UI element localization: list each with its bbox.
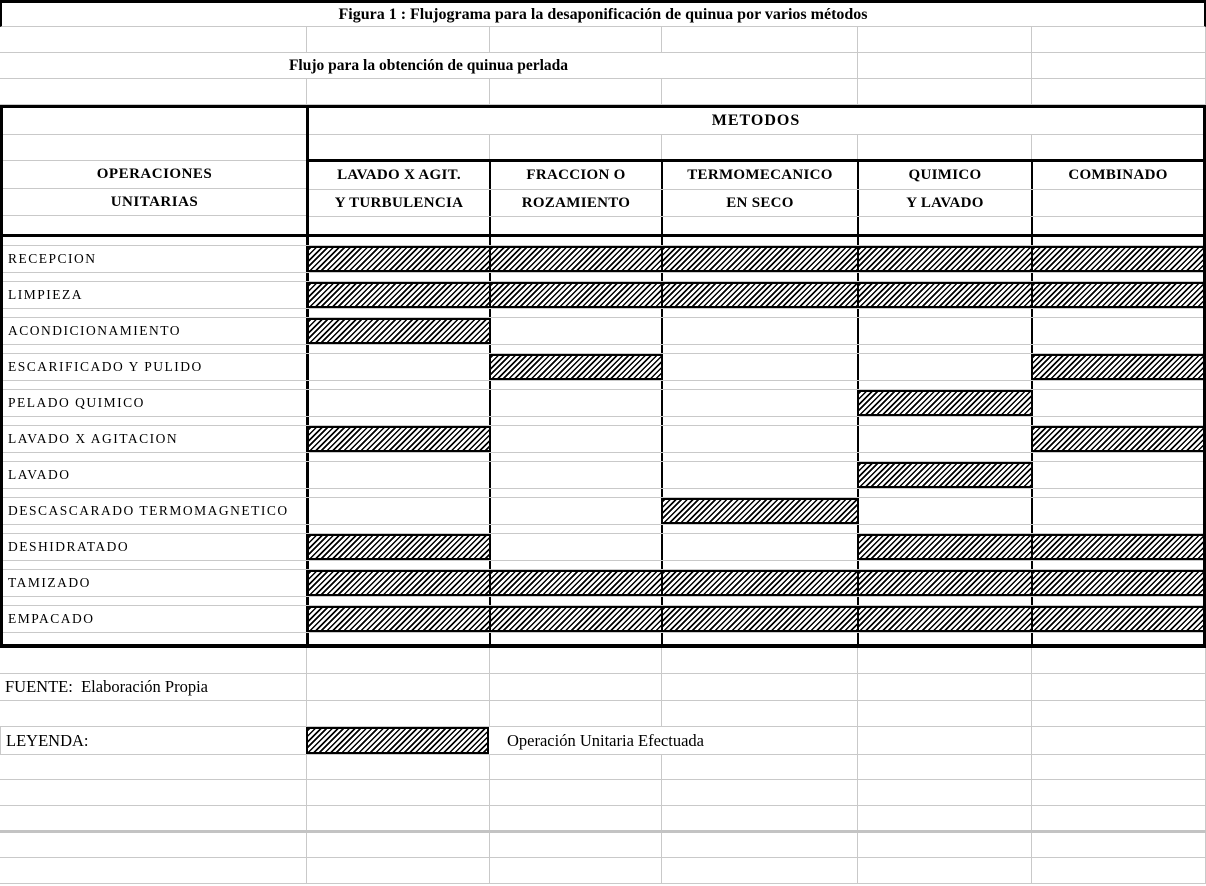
- method-cell: [309, 426, 489, 452]
- method-cell: [489, 534, 661, 560]
- method-cell: [489, 462, 661, 488]
- operation-label: LIMPIEZA: [3, 282, 309, 308]
- operation-label: PELADO QUIMICO: [3, 390, 309, 416]
- operation-row: [3, 282, 1203, 309]
- method-cell: [489, 426, 661, 452]
- method-cell: [661, 534, 857, 560]
- source-row: [0, 674, 1206, 701]
- method-cell: [1031, 282, 1203, 308]
- empty-row: [0, 27, 1206, 53]
- method-cell: [1031, 354, 1203, 380]
- method-cell: [489, 282, 661, 308]
- operation-row: [3, 246, 1203, 273]
- operation-label: EMPACADO: [3, 606, 309, 632]
- method-cell: [661, 462, 857, 488]
- method-cell: [309, 462, 489, 488]
- corner-header-line2: UNITARIAS: [3, 189, 306, 216]
- method-cell: [1031, 498, 1203, 524]
- method-cell: [1031, 534, 1203, 560]
- empty-row: [0, 755, 1206, 780]
- method-cell: [661, 426, 857, 452]
- method-header-5-line1: COMBINADO: [1031, 162, 1203, 189]
- empty-row: [0, 806, 1206, 833]
- method-cell: [857, 498, 1031, 524]
- method-cell: [857, 390, 1031, 416]
- method-cell: [309, 390, 489, 416]
- empty-row: [0, 833, 1206, 858]
- operation-label: DESHIDRATADO: [3, 534, 309, 560]
- method-cell: [857, 318, 1031, 344]
- operation-label: ACONDICIONAMIENTO: [3, 318, 309, 344]
- operation-row: [3, 318, 1203, 345]
- operation-label: DESCASCARADO TERMOMAGNETICO: [3, 498, 309, 524]
- method-cell: [309, 498, 489, 524]
- empty-row: [0, 79, 1206, 105]
- method-cell: [661, 282, 857, 308]
- operation-row: [3, 462, 1203, 489]
- method-column-headers: [309, 159, 1203, 234]
- method-cell: [661, 354, 857, 380]
- grid-tail-spacer: [3, 633, 1203, 644]
- operation-row: [3, 498, 1203, 525]
- method-header-2-line1: FRACCION O: [489, 162, 661, 189]
- figure-title: Figura 1 : Flujograma para la desaponificación de quinua por varios métodos: [0, 0, 1206, 27]
- empty-row: [0, 701, 1206, 727]
- operation-label: RECEPCION: [3, 246, 309, 272]
- method-cell: [489, 354, 661, 380]
- empty-row: [0, 858, 1206, 884]
- method-cell: [857, 246, 1031, 272]
- method-cell: [489, 498, 661, 524]
- row-spacer: [3, 273, 1203, 282]
- row-spacer: [3, 525, 1203, 534]
- operation-row: [3, 354, 1203, 381]
- method-cell: [661, 318, 857, 344]
- row-spacer: [3, 381, 1203, 390]
- row-spacer: [3, 597, 1203, 606]
- method-cell: [309, 318, 489, 344]
- method-cell: [309, 606, 489, 632]
- method-header-2-line2: ROZAMIENTO: [489, 190, 661, 216]
- method-cell: [489, 606, 661, 632]
- method-cell: [857, 462, 1031, 488]
- operation-label: TAMIZADO: [3, 570, 309, 596]
- empty-row: [0, 780, 1206, 806]
- corner-header-line1: OPERACIONES: [3, 161, 306, 189]
- method-cell: [1031, 570, 1203, 596]
- method-cell: [857, 354, 1031, 380]
- method-cell: [1031, 426, 1203, 452]
- legend-label: LEYENDA:: [0, 727, 306, 754]
- method-cell: [857, 606, 1031, 632]
- operation-row: [3, 570, 1203, 597]
- method-cell: [309, 282, 489, 308]
- method-cell: [661, 570, 857, 596]
- method-cell: [309, 354, 489, 380]
- method-cell: [309, 534, 489, 560]
- operation-label: LAVADO: [3, 462, 309, 488]
- row-spacer: [3, 237, 1203, 246]
- method-header-4-line1: QUIMICO: [857, 162, 1031, 189]
- operation-row: [3, 390, 1203, 417]
- methods-header-zone: [309, 108, 1203, 234]
- legend-value: Operación Unitaria Efectuada: [507, 730, 704, 750]
- method-cell: [309, 570, 489, 596]
- empty-row: [0, 648, 1206, 674]
- header-spacer-row: [309, 135, 1203, 159]
- source-note: FUENTE: Elaboración Propia: [5, 677, 208, 696]
- methods-matrix-table: [0, 105, 1206, 648]
- method-header-4-line2: Y LAVADO: [857, 190, 1031, 216]
- method-header-3-line1: TERMOMECANICO: [661, 162, 857, 189]
- row-spacer: [3, 345, 1203, 354]
- figure-subtitle: Flujo para la obtención de quinua perlada: [288, 56, 569, 74]
- method-cell: [1031, 390, 1203, 416]
- method-cell: [661, 390, 857, 416]
- method-cell: [1031, 318, 1203, 344]
- method-header-1-line2: Y TURBULENCIA: [334, 194, 464, 211]
- method-cell: [489, 390, 661, 416]
- operation-row: [3, 606, 1203, 633]
- row-spacer: [3, 453, 1203, 462]
- method-cell: [1031, 246, 1203, 272]
- method-header-1-line1: LAVADO X AGIT.: [337, 167, 461, 183]
- method-cell: [857, 570, 1031, 596]
- subtitle-row: [0, 53, 1206, 79]
- method-cell: [857, 534, 1031, 560]
- method-cell: [1031, 606, 1203, 632]
- methods-banner: METODOS: [309, 108, 1203, 135]
- operation-label: LAVADO X AGITACION: [3, 426, 309, 452]
- method-cell: [661, 606, 857, 632]
- operation-row: [3, 426, 1203, 453]
- method-cell: [489, 318, 661, 344]
- method-cell: [857, 282, 1031, 308]
- operations-grid: [3, 237, 1203, 644]
- method-cell: [309, 246, 489, 272]
- operation-label: ESCARIFICADO Y PULIDO: [3, 354, 309, 380]
- method-cell: [857, 426, 1031, 452]
- table-header: [3, 108, 1203, 237]
- row-spacer: [3, 309, 1203, 318]
- method-cell: [661, 498, 857, 524]
- method-cell: [489, 570, 661, 596]
- method-cell: [661, 246, 857, 272]
- row-spacer: [3, 417, 1203, 426]
- method-cell: [489, 246, 661, 272]
- legend-row: [0, 727, 1206, 755]
- corner-header: [3, 108, 309, 234]
- operation-row: [3, 534, 1203, 561]
- method-cell: [1031, 462, 1203, 488]
- method-header-3-line2: EN SECO: [661, 190, 857, 216]
- method-header-5-line2: [1031, 190, 1203, 216]
- row-spacer: [3, 489, 1203, 498]
- hatch-swatch: [306, 727, 489, 754]
- row-spacer: [3, 561, 1203, 570]
